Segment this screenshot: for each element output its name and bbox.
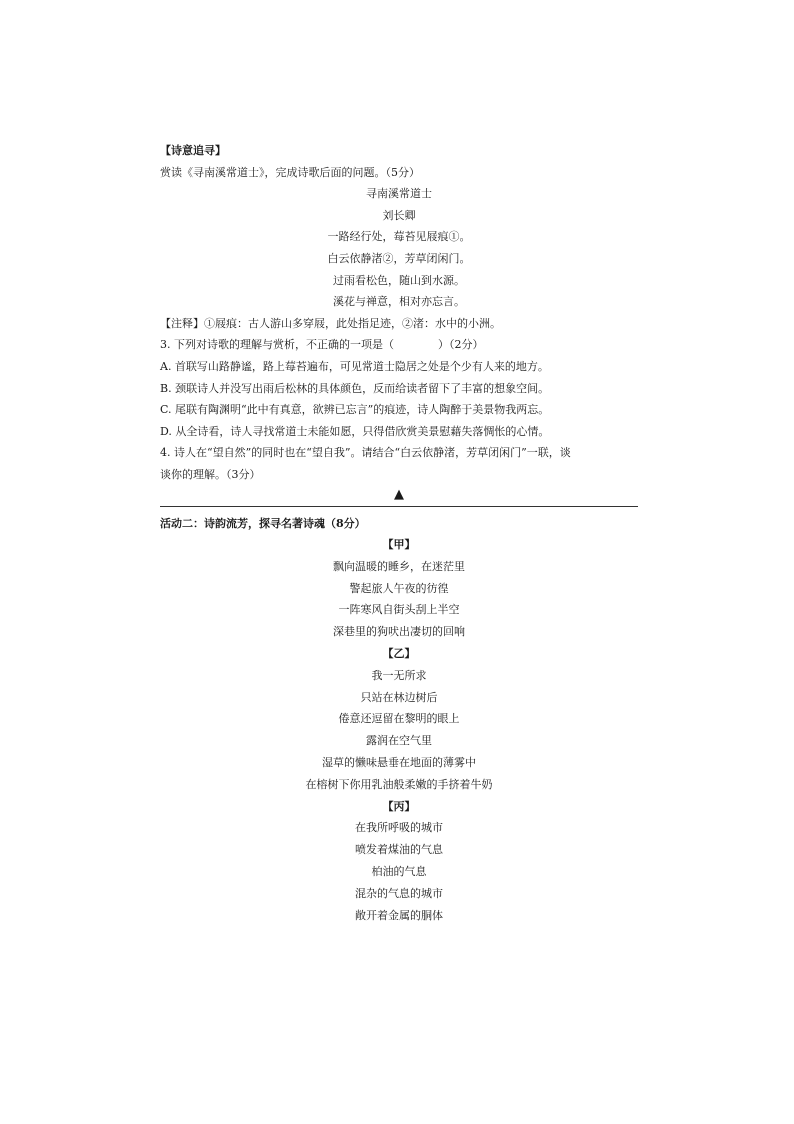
poem-label: 【甲】 bbox=[382, 538, 416, 552]
poem-jia bbox=[160, 534, 638, 643]
section-intro: 赏读《寻南溪常道士》，完成诗歌后面的问题。（5分） bbox=[160, 165, 420, 179]
poem-block bbox=[160, 183, 638, 313]
poem-line: 在我所呼吸的城市 bbox=[355, 821, 443, 835]
question-3-stem: 3. 下列对诗歌的理解与赏析，不正确的一项是（ ）（2分） bbox=[160, 338, 484, 352]
poem-yi bbox=[160, 643, 638, 796]
poem-label: 【丙】 bbox=[382, 799, 416, 813]
poem-line: 柏油的气息 bbox=[371, 865, 427, 879]
poem-title: 寻南溪常道士 bbox=[366, 187, 432, 201]
question-4-line-2: 谈你的理解。（3分） bbox=[160, 467, 261, 481]
poem-line: 湿草的懒味悬垂在地面的薄雾中 bbox=[322, 756, 476, 770]
poem-line: 深巷里的狗吠出凄切的回响 bbox=[333, 625, 465, 639]
poem-line: 警起旅人午夜的彷徨 bbox=[349, 581, 449, 595]
poem-line: 混杂的气息的城市 bbox=[355, 886, 443, 900]
poem-line: 在榕树下你用乳油般柔嫩的手挤着牛奶 bbox=[305, 777, 493, 791]
question-4-line-1: 4. 诗人在“望自然”的同时也在“望自我”。请结合“白云依静渚，芳草闭闲门”一联，谈 bbox=[160, 446, 571, 460]
poem-line: 飘向温暖的睡乡，在迷茫里 bbox=[333, 559, 465, 573]
answer-triangle-icon: ▲ bbox=[394, 486, 404, 502]
poem-author: 刘长卿 bbox=[382, 208, 416, 222]
poem-line: 一阵寒风自街头刮上半空 bbox=[338, 603, 460, 617]
section-heading: 【诗意追寻】 bbox=[160, 144, 226, 157]
poem-line: 一路经行处，莓苔见屐痕①。 bbox=[327, 230, 471, 244]
question-3-option-d: D. 从全诗看，诗人寻找常道士未能如愿，只得借欣赏美景慰藉失落惆怅的心情。 bbox=[160, 424, 550, 438]
poem-line: 露润在空气里 bbox=[366, 734, 432, 748]
divider bbox=[160, 506, 638, 507]
poem-line: 只站在林边树后 bbox=[360, 690, 438, 704]
poem-line: 倦意还逗留在黎明的眼上 bbox=[338, 712, 460, 726]
poem-label: 【乙】 bbox=[382, 647, 416, 661]
activity-heading: 活动二：诗韵流芳，探寻名著诗魂（8分） bbox=[160, 516, 366, 530]
poem-line: 过雨看松色，随山到水源。 bbox=[333, 273, 465, 287]
question-3-option-a: A. 首联写山路静谧，路上莓苔遍布，可见常道士隐居之处是个少有人来的地方。 bbox=[160, 359, 549, 373]
poem-note: 【注释】①屐痕：古人游山多穿屐，此处指足迹，②渚：水中的小洲。 bbox=[160, 316, 501, 330]
question-3-option-c: C. 尾联有陶渊明“此中有真意，欲辨已忘言”的痕迹，诗人陶醉于美景物我两忘。 bbox=[160, 403, 550, 417]
poem-line: 溪花与禅意，相对亦忘言。 bbox=[333, 295, 465, 309]
document-content bbox=[160, 140, 638, 926]
poem-bing bbox=[160, 796, 638, 927]
poem-line: 白云依静渚②，芳草闭闲门。 bbox=[327, 251, 471, 265]
poem-line: 我一无所求 bbox=[371, 668, 427, 682]
question-3-option-b: B. 颈联诗人并没写出雨后松林的具体颜色，反而给读者留下了丰富的想象空间。 bbox=[160, 381, 550, 395]
poem-line: 喷发着煤油的气息 bbox=[355, 843, 443, 857]
poem-line: 敞开着金属的胴体 bbox=[355, 908, 443, 922]
